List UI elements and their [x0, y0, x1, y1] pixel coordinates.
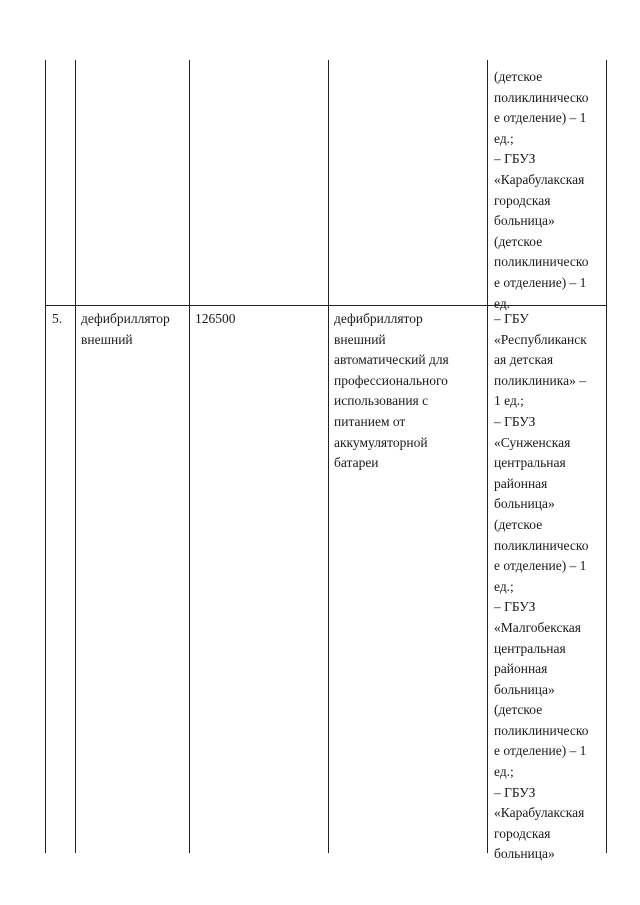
text-line: – ГБУЗ [494, 784, 536, 800]
text-line: больница» [494, 681, 555, 697]
text-line: центральная [494, 455, 566, 471]
text-line: (детское [494, 702, 543, 718]
text-line: (детское [494, 69, 543, 84]
table-border-left [45, 60, 46, 853]
text-line: «Карабулакская [494, 805, 585, 821]
text-line: «Малгобекская [494, 619, 582, 635]
text-line: «Республиканск [494, 331, 587, 347]
text-line: ед.; [494, 130, 514, 146]
column-divider-2 [189, 60, 190, 853]
text-line: – ГБУЗ [494, 151, 536, 167]
text-line: поликлиника» – [494, 372, 586, 388]
text-line: больница» [494, 213, 555, 229]
continued-institutions-cell [494, 67, 588, 314]
text-line: дефибриллятор [81, 311, 170, 326]
text-line: ед. [494, 295, 511, 311]
text-line: – ГБУЗ [494, 413, 536, 429]
text-line: автоматический для [334, 352, 449, 368]
text-line: «Карабулакская [494, 171, 585, 187]
text-line: профессионального [334, 372, 448, 388]
text-line: больница» [494, 496, 555, 512]
column-divider-3 [328, 60, 329, 853]
row-number-cell [52, 309, 62, 330]
text-line: районная [494, 661, 548, 677]
text-line: городская [494, 192, 551, 208]
text-line: питанием от [334, 413, 406, 429]
text-line: е отделение) – 1 [494, 558, 587, 574]
institutions-cell [494, 309, 588, 865]
text-line: центральная [494, 640, 566, 656]
text-line: ая детская [494, 352, 554, 368]
price-cell [195, 309, 236, 330]
column-divider-4 [487, 60, 488, 853]
text-line: поликлиническо [494, 254, 589, 270]
text-line: (детское [494, 233, 543, 249]
text-line: аккумуляторной [334, 434, 428, 450]
table-border-right [606, 60, 607, 853]
text-line: районная [494, 475, 548, 491]
description-cell [334, 309, 449, 474]
text-line: городская [494, 825, 551, 841]
text-line: 1 ед.; [494, 393, 524, 409]
text-line: внешний [81, 331, 133, 347]
text-line: поликлиническо [494, 722, 589, 738]
row-number: 5. [52, 311, 63, 326]
text-line: внешний [334, 331, 386, 347]
text-line: ед.; [494, 578, 514, 594]
text-line: поликлиническо [494, 89, 589, 105]
text-line: «Сунженская [494, 434, 571, 450]
column-divider-1 [75, 60, 76, 853]
price-value: 126500 [195, 311, 236, 326]
text-line: (детское [494, 516, 543, 532]
text-line: – ГБУЗ [494, 599, 536, 615]
text-line: е отделение) – 1 [494, 743, 587, 759]
text-line: дефибриллятор [334, 311, 423, 326]
equipment-name-cell [81, 309, 170, 350]
text-line: е отделение) – 1 [494, 274, 587, 290]
text-line: батареи [334, 455, 379, 471]
text-line: использования с [334, 393, 429, 409]
text-line: поликлиническо [494, 537, 589, 553]
text-line: е отделение) – 1 [494, 110, 587, 126]
text-line: больница» [494, 846, 555, 862]
text-line: ед.; [494, 764, 514, 780]
text-line: – ГБУ [494, 311, 529, 326]
